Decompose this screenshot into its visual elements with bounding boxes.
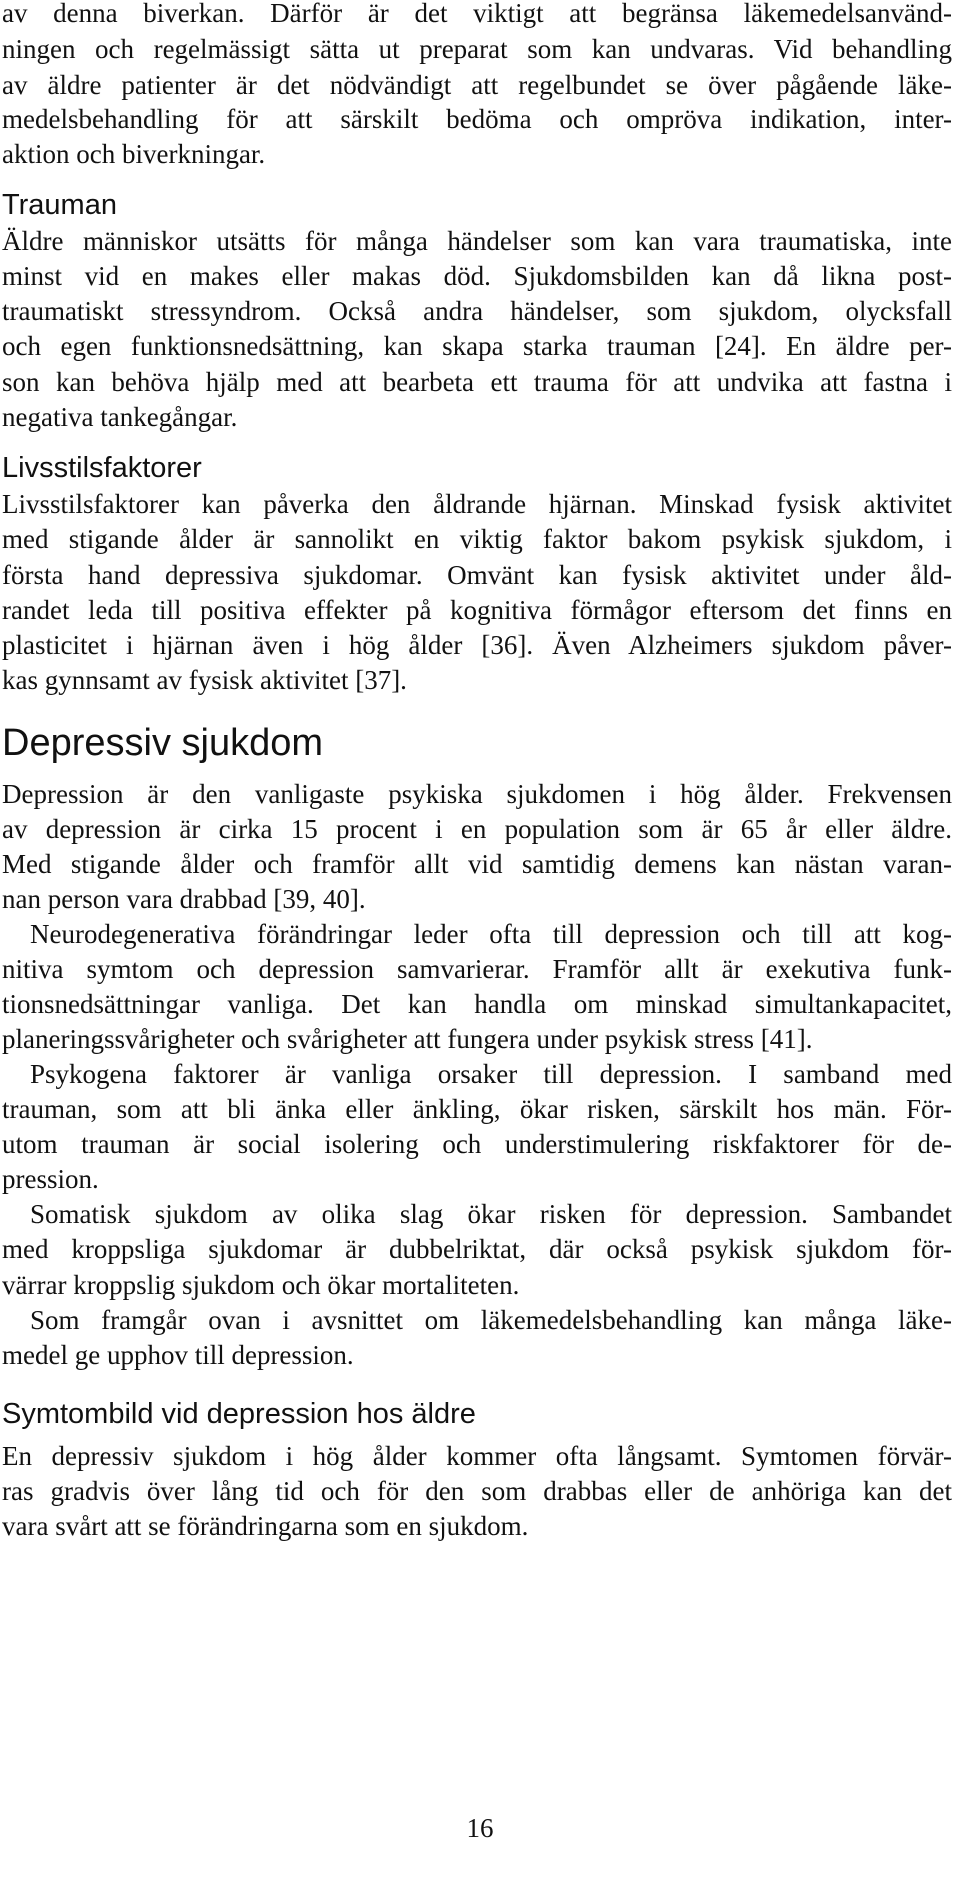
section-heading-symtombild: Symtombild vid depression hos äldre [2, 1398, 476, 1430]
section-heading-livsstilsfaktorer: Livsstilsfaktorer [2, 452, 202, 484]
text-line: aktion och biverkningar. [2, 139, 266, 169]
text-line: nitiva symtom och depression samvarierar. Framför allt är exekutiva funk- [2, 954, 952, 984]
text-line: Neurodegenerativa förändringar leder ofta till depression och till att kog- [30, 919, 952, 949]
text-line: planeringssvårigheter och svårigheter att fungera under psykisk stress [41]. [2, 1024, 813, 1054]
text-line: negativa tankegångar. [2, 402, 238, 432]
text-line: Depression är den vanligaste psykiska sjukdomen i hög ålder. Frekvensen [2, 779, 952, 809]
text-line: utom trauman är social isolering och understimulering riskfaktorer för de- [2, 1129, 952, 1159]
text-line: värrar kroppslig sjukdom och ökar mortaliteten. [2, 1270, 520, 1300]
text-line: av depression är cirka 15 procent i en population som är 65 år eller äldre. [2, 814, 952, 844]
chapter-heading-depressiv-sjukdom: Depressiv sjukdom [2, 722, 323, 764]
text-line: ras gradvis över lång tid och för den som drabbas eller de anhöriga kan det [2, 1476, 952, 1506]
text-line: Somatisk sjukdom av olika slag ökar risken för depression. Sambandet [30, 1199, 952, 1229]
text-column [2, 0, 954, 1885]
text-line: med kroppsliga sjukdomar är dubbelriktat, där också psykisk sjukdom för- [2, 1234, 952, 1264]
section-heading-trauman: Trauman [2, 189, 117, 221]
text-line: ningen och regelmässigt sätta ut preparat som kan undvaras. Vid behandling [2, 34, 952, 64]
text-line: medel ge upphov till depression. [2, 1340, 354, 1370]
text-line: trauman, som att bli änka eller änkling, ökar risken, särskilt hos män. För- [2, 1094, 952, 1124]
text-line: tionsnedsättningar vanliga. Det kan handla om minskad simultankapacitet, [2, 989, 952, 1019]
text-line: son kan behöva hjälp med att bearbeta ett trauma för att undvika att fastna i [2, 367, 952, 397]
text-line: traumatiskt stressyndrom. Också andra händelser, som sjukdom, olycksfall [2, 296, 952, 326]
text-line: första hand depressiva sjukdomar. Omvänt kan fysisk aktivitet under åld- [2, 560, 952, 590]
text-line: medelsbehandling för att särskilt bedöma och ompröva indikation, inter- [2, 104, 952, 134]
text-line: Äldre människor utsätts för många händelser som kan vara traumatiska, inte [2, 226, 952, 256]
text-line: En depressiv sjukdom i hög ålder kommer ofta långsamt. Symtomen förvär- [2, 1441, 952, 1471]
text-line: kas gynnsamt av fysisk aktivitet [37]. [2, 665, 407, 695]
text-line: Som framgår ovan i avsnittet om läkemedelsbehandling kan många läke- [30, 1305, 952, 1335]
text-line: Livsstilsfaktorer kan påverka den åldrande hjärnan. Minskad fysisk aktivitet [2, 489, 952, 519]
text-line: Med stigande ålder och framför allt vid samtidig demens kan nästan varan- [2, 849, 952, 879]
text-line: nan person vara drabbad [39, 40]. [2, 884, 366, 914]
text-line: och egen funktionsnedsättning, kan skapa starka trauman [24]. En äldre per- [2, 331, 952, 361]
text-line: av äldre patienter är det nödvändigt att regelbundet se över pågående läke- [2, 70, 952, 100]
text-line: Psykogena faktorer är vanliga orsaker till depression. I samband med [30, 1059, 952, 1089]
text-line: av denna biverkan. Därför är det viktigt att begränsa läkemedelsanvänd- [2, 0, 952, 28]
text-line: pression. [2, 1164, 99, 1194]
text-line: minst vid en makes eller makas död. Sjukdomsbilden kan då likna post- [2, 261, 952, 291]
text-line: randet leda till positiva effekter på kognitiva förmågor eftersom det finns en [2, 595, 952, 625]
text-line: plasticitet i hjärnan även i hög ålder [36]. Även Alzheimers sjukdom påver- [2, 630, 952, 660]
page-number: 16 [466, 1813, 494, 1843]
text-line: med stigande ålder är sannolikt en viktig faktor bakom psykisk sjukdom, i [2, 524, 952, 554]
text-line: vara svårt att se förändringarna som en sjukdom. [2, 1511, 529, 1541]
